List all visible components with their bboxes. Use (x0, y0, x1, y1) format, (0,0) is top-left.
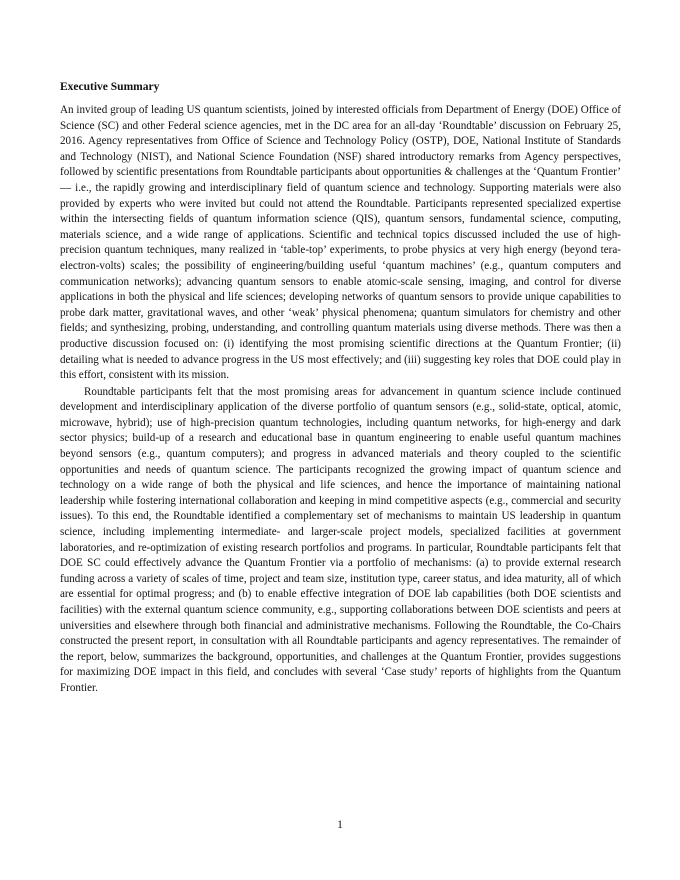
document-page (60, 79, 621, 697)
section-heading: Executive Summary (60, 81, 160, 93)
page-number: 1 (337, 819, 343, 831)
paragraph-2: Roundtable participants felt that the most promising areas for advancement in quantum science include continued development and interdisciplinary application of the diverse portfolio of quantum sensors (e.g., solid-state, optical, atomic, microwave, hybrid); use of high-precision quantum technologies, including quantum networks, for high-energy and dark sector physics; build-up of a research and educational base in quantum engineering to enable useful quantum machines beyond sensors (e.g., quantum computers); and progress in advanced materials and theory coupled to the scientific opportunities and needs of quantum science. The participants recognized the growing impact of quantum science and technology on a wide range of both the physical and life sciences, and hence the importance of maintaining national leadership while fostering international collaboration and keeping in mind competitive aspects (e.g., commercial and security issues). To this end, the Roundtable identified a complementary set of mechanisms to maintain US leadership in quantum science, including implementing intermediate- and larger-scale project models, specialized facilities at government laboratories, and re-optimization of existing research portfolios and programs. In particular, Roundtable participants felt that DOE SC could effectively advance the Quantum Frontier via a portfolio of mechanisms: (a) to provide external research funding across a variety of scales of time, project and team size, institution type, career status, and idea maturity, all of which are essential for optimal progress; and (b) to enable effective integration of DOE lab capabilities (both DOE scientists and facilities) with the external quantum science community, e.g., supporting collaborations between DOE scientists and peers at universities and elsewhere through both financial and administrative mechanisms. Following the Roundtable, the Co-Chairs constructed the present report, in consultation with all Roundtable participants and agency representatives. The remainder of the report, below, summarizes the background, opportunities, and challenges at the Quantum Frontier, provides suggestions for maximizing DOE impact in this field, and concludes with several ‘Case study’ reports of highlights from the Quantum Frontier. (60, 385, 621, 694)
paragraph-1: An invited group of leading US quantum scientists, joined by interested officials from Department of Energy (DOE) Office of Science (SC) and other Federal science agencies, met in the DC area for an all-day ‘Roundtable’ discussion on February 25, 2016. Agency representatives from Office of Science and Technology Policy (OSTP), DOE, National Institute of Standards and Technology (NIST), and National Science Foundation (NSF) shared introductory remarks from Agency perspectives, followed by scientific presentations from Roundtable participants about opportunities & challenges at the ‘Quantum Frontier’ — i.e., the rapidly growing and interdisciplinary field of quantum science and technology. Supporting materials were also provided by experts who were invited but could not attend the Roundtable. Participants represented specialized expertise within the intersecting fields of quantum information science (QIS), quantum sensors, fundamental science, computing, materials science, and a wide range of applications. Scientific and technical topics discussed included the use of high-precision quantum techniques, many realized in ‘table-top’ experiments, to probe physics at very high energy (beyond tera-electron-volts) scales; the possibility of engineering/building useful ‘quantum machines’ (e.g., quantum computers and communication networks); advancing quantum sensors to enable atomic-scale sensing, imaging, and control for diverse applications in both the physical and life sciences; developing networks of quantum sensors to provide unique capabilities to probe dark matter, gravitational waves, and other ‘weak’ physical phenomena; quantum simulators for chemistry and other fields; and synthesizing, probing, understanding, and controlling quantum materials using diverse methods. There was then a productive discussion focused on: (i) identifying the most promising scientific directions at the Quantum Frontier; (ii) detailing what is needed to advance progress in the US most effectively; and (iii) suggesting key roles that DOE could play in this effort, consistent with its mission. (60, 104, 621, 382)
